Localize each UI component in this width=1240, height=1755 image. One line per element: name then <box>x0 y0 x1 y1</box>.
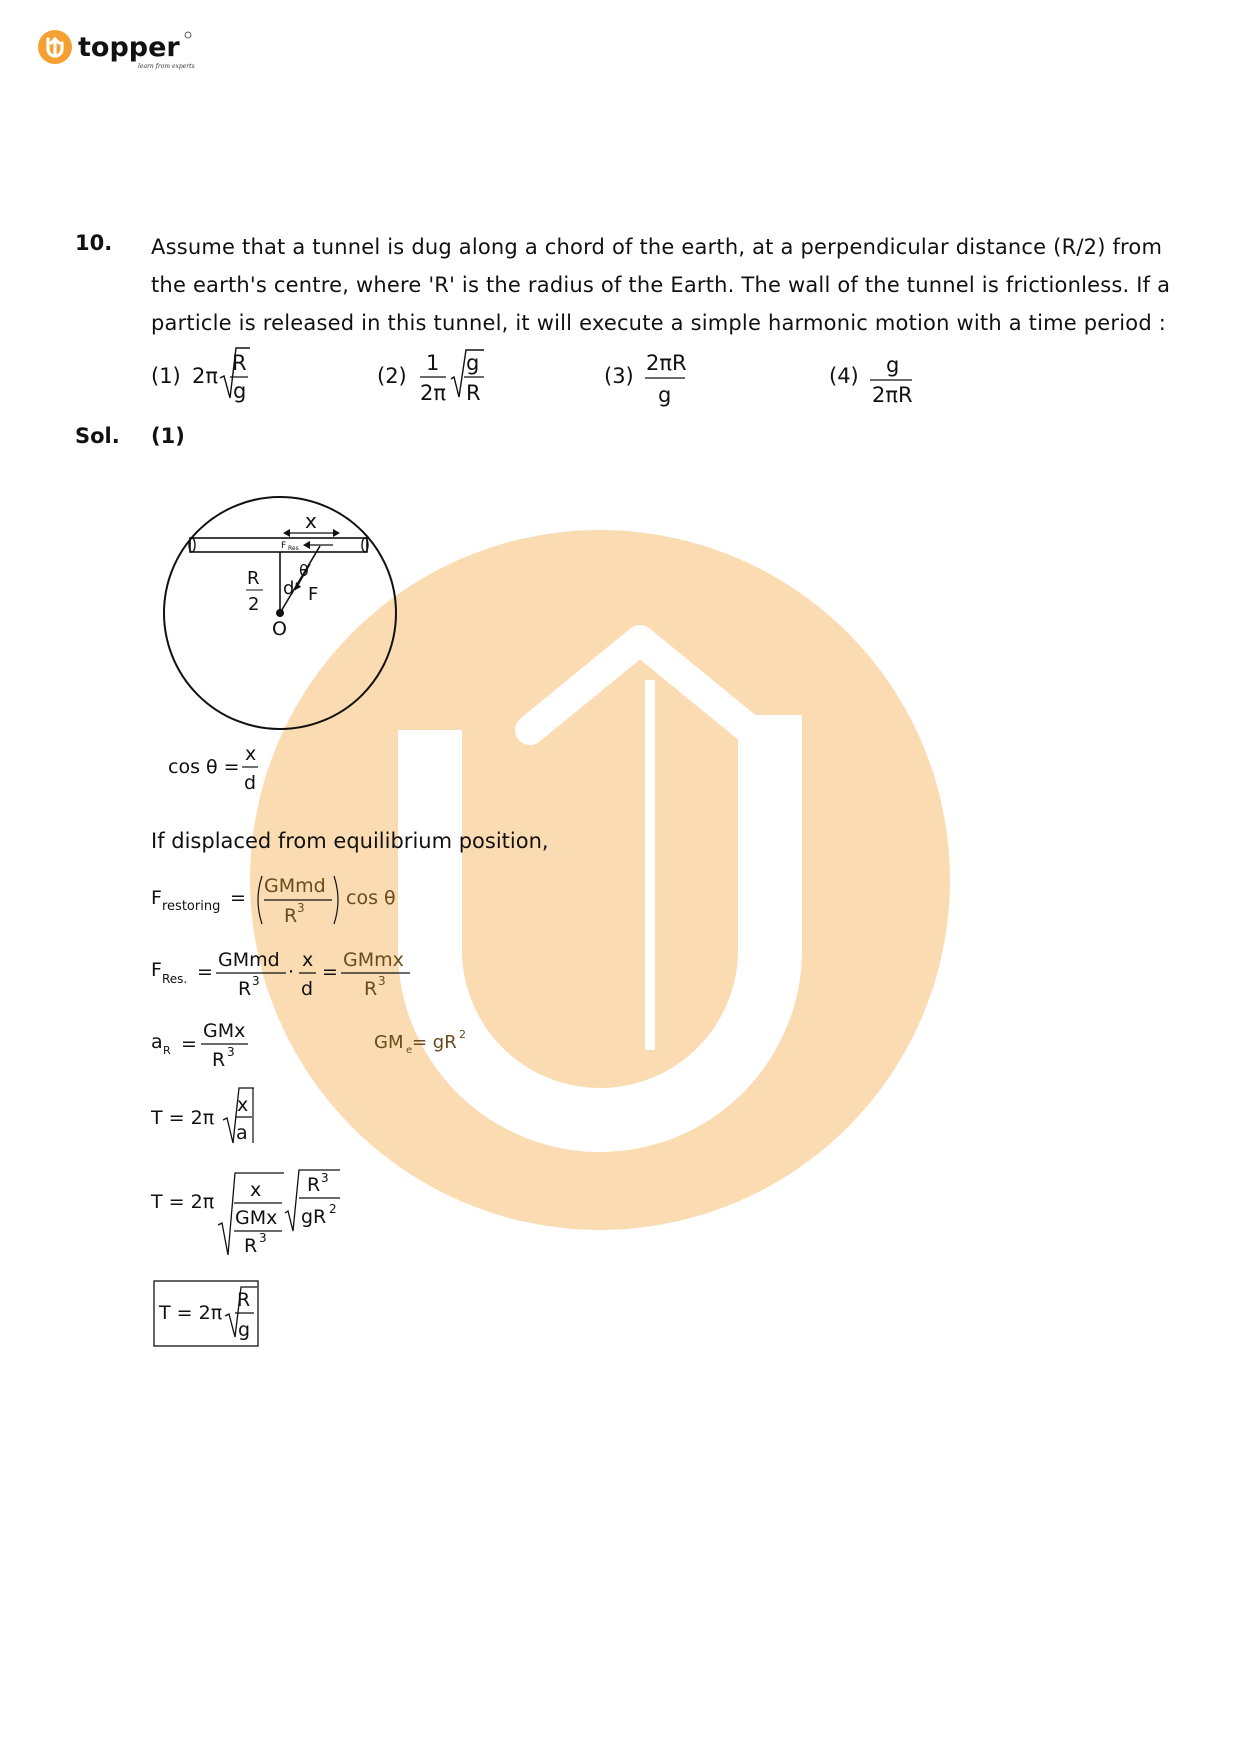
option-2-label: (2) <box>377 364 407 388</box>
svg-text:2π: 2π <box>420 381 447 405</box>
svg-text:F: F <box>151 887 162 909</box>
svg-text:d: d <box>283 578 295 599</box>
svg-text:3: 3 <box>378 974 386 988</box>
svg-text:GM: GM <box>374 1032 404 1053</box>
svg-text:R: R <box>212 1049 226 1071</box>
option-1-label: (1) <box>151 364 181 388</box>
svg-text:R: R <box>238 978 252 1000</box>
svg-text:3: 3 <box>259 1231 267 1245</box>
svg-text:g: g <box>658 383 672 407</box>
svg-text:2π: 2π <box>192 364 219 388</box>
svg-text:cos θ =: cos θ = <box>168 756 240 778</box>
svg-text:T = 2π: T = 2π <box>151 1191 215 1213</box>
svg-text:g: g <box>233 379 247 403</box>
svg-text:GMmd: GMmd <box>264 875 326 897</box>
svg-text:3: 3 <box>252 974 260 988</box>
question-number: 10. <box>75 231 113 255</box>
displaced-text: If displaced from equilibrium position, <box>151 829 549 853</box>
final-answer-box <box>154 1281 258 1346</box>
svg-text:R: R <box>364 978 378 1000</box>
svg-text:2πR: 2πR <box>872 383 913 407</box>
question-text: Assume that a tunnel is dug along a chord of the earth, at a perpendicular distance (R/2) from the earth's centre, where 'R' is the radius of the Earth. The wall of the tunnel is frictionless. If a particle is released in this tunnel, it will execute a simple harmonic motion with a time period : <box>151 235 1171 335</box>
svg-text:2: 2 <box>329 1202 337 1216</box>
tunnel <box>190 538 367 552</box>
svg-text:gR: gR <box>301 1206 327 1228</box>
svg-text:a: a <box>151 1031 163 1053</box>
svg-text:e: e <box>406 1045 413 1056</box>
svg-text:restoring: restoring <box>162 899 221 914</box>
svg-text:F: F <box>151 959 162 981</box>
option-3-label: (3) <box>604 364 634 388</box>
svg-text:2: 2 <box>248 594 260 615</box>
svg-text:3: 3 <box>297 901 305 915</box>
svg-text:d: d <box>244 772 257 794</box>
svg-text:a: a <box>236 1122 248 1144</box>
svg-text:2πR: 2πR <box>646 351 687 375</box>
svg-text:Res: Res <box>288 545 299 552</box>
svg-text:GMmx: GMmx <box>343 949 404 971</box>
svg-text:=: = <box>181 1033 197 1055</box>
svg-text:R: R <box>163 1044 171 1057</box>
svg-text:g: g <box>466 351 480 375</box>
svg-text:GMx: GMx <box>235 1207 278 1229</box>
svg-text:=: = <box>230 887 246 909</box>
svg-text:R: R <box>307 1174 321 1196</box>
logo-wordmark: topper <box>78 32 180 63</box>
svg-text:x: x <box>245 743 257 765</box>
svg-text:·: · <box>288 961 295 983</box>
solution-answer: (1) <box>151 424 185 448</box>
svg-text:θ: θ <box>299 561 309 580</box>
svg-text:O: O <box>272 618 287 640</box>
svg-text:x: x <box>237 1094 249 1116</box>
svg-text:=: = <box>197 961 213 983</box>
svg-text:R: R <box>237 1289 251 1311</box>
svg-text:g: g <box>886 353 900 377</box>
options <box>0 0 1240 440</box>
svg-text:R: R <box>244 1235 258 1257</box>
svg-text:d: d <box>301 978 314 1000</box>
svg-text:R: R <box>466 381 481 405</box>
svg-text:T = 2π: T = 2π <box>151 1107 215 1129</box>
tunnel-diagram <box>155 488 405 738</box>
svg-text:2: 2 <box>459 1028 466 1041</box>
svg-text:g: g <box>238 1319 251 1341</box>
svg-text:R: R <box>284 905 298 927</box>
logo-tagline: learn from experts <box>138 63 195 70</box>
svg-text:x: x <box>302 949 314 971</box>
svg-text:1: 1 <box>426 351 440 375</box>
svg-text:R: R <box>247 568 260 589</box>
svg-text:GMx: GMx <box>203 1020 246 1042</box>
svg-text:Res.: Res. <box>162 972 188 986</box>
svg-text:T = 2π: T = 2π <box>159 1302 223 1324</box>
svg-text:3: 3 <box>227 1045 235 1059</box>
svg-text:=: = <box>322 961 338 983</box>
svg-text:cos θ: cos θ <box>346 887 396 909</box>
svg-text:GMmd: GMmd <box>218 949 280 971</box>
svg-text:F: F <box>281 541 287 551</box>
option-4-label: (4) <box>829 364 859 388</box>
solution-label: Sol. <box>75 424 120 448</box>
svg-text:= gR: = gR <box>412 1032 457 1053</box>
svg-text:x: x <box>250 1179 262 1201</box>
svg-text:3: 3 <box>321 1171 329 1185</box>
svg-text:F: F <box>308 584 319 605</box>
svg-text:x: x <box>305 509 317 533</box>
svg-text:R: R <box>232 351 247 375</box>
